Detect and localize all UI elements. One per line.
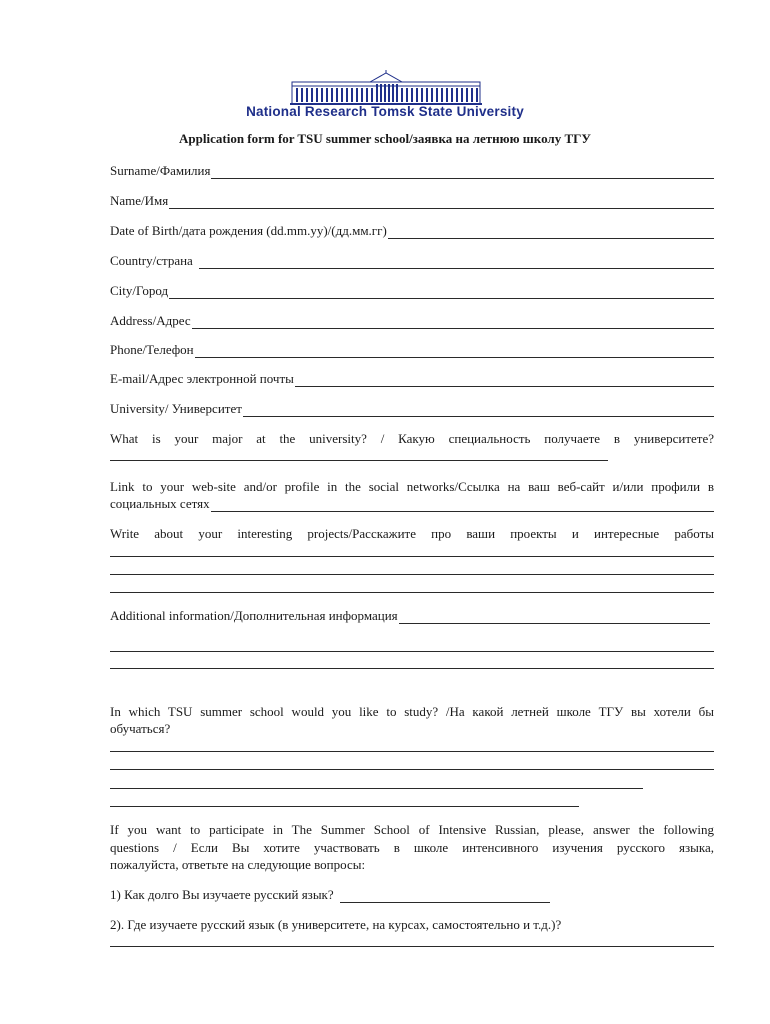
email-label: E-mail/Адрес электронной почты	[110, 371, 294, 386]
projects-input-line-1[interactable]	[110, 556, 714, 557]
projects-input-line-3[interactable]	[110, 592, 714, 593]
surname-input-line[interactable]	[211, 164, 714, 179]
university-building-logo	[290, 70, 482, 106]
city-label: City/Город	[110, 283, 169, 298]
phone-field[interactable]	[110, 341, 714, 358]
school-input-line-2[interactable]	[110, 769, 714, 770]
address-input-line[interactable]	[192, 314, 714, 329]
form-title: Application form for TSU summer school/заявка на летнюю школу ТГУ	[179, 131, 591, 146]
projects-input-line-2[interactable]	[110, 574, 714, 575]
additional-label: Additional information/Дополнительная информация	[110, 608, 398, 623]
dob-field[interactable]	[110, 222, 714, 239]
q2-input-line[interactable]	[110, 946, 714, 947]
school-question-line2: обучаться?	[110, 721, 171, 736]
additional-input-line[interactable]	[399, 609, 710, 624]
school-question-line1: In which TSU summer school would you like to study? /На какой летней школе ТГУ вы хотели бы	[110, 704, 714, 719]
university-field[interactable]	[110, 400, 714, 417]
link-question-line1: Link to your web-site and/or profile in the social networks/Ссылка на ваш веб-сайт и/или профили в	[110, 479, 714, 494]
link-question-line2: социальных сетях	[110, 496, 210, 511]
address-field[interactable]	[110, 312, 714, 329]
email-field[interactable]	[110, 370, 714, 387]
school-input-line-1[interactable]	[110, 751, 714, 752]
additional-input-line-2[interactable]	[110, 651, 714, 652]
name-input-line[interactable]	[169, 194, 714, 209]
university-label: University/ Университет	[110, 401, 242, 416]
country-label: Country/страна	[110, 253, 193, 268]
dob-label: Date of Birth/дата рождения (dd.mm.yy)/(дд.мм.гг)	[110, 223, 387, 238]
major-question: What is your major at the university? / Какую специальность получаете в университете?	[110, 431, 714, 446]
surname-label: Surname/Фамилия	[110, 163, 211, 178]
intensive-text-line1: If you want to participate in The Summer School of Intensive Russian, please, answer the following	[110, 822, 714, 837]
q2-label: 2). Где изучаете русский язык (в университете, на курсах, самостоятельно и т.д.)?	[110, 917, 562, 932]
phone-input-line[interactable]	[195, 343, 714, 358]
q1-label: 1) Как долго Вы изучаете русский язык?	[110, 887, 334, 902]
intensive-text-line2: questions / Если Вы хотите участвовать в школе интенсивного изучения русского языка,	[110, 840, 714, 855]
university-name: National Research Tomsk State University	[246, 104, 524, 119]
city-field[interactable]	[110, 282, 714, 299]
school-input-line-3[interactable]	[110, 788, 643, 789]
projects-question: Write about your interesting projects/Расскажите про ваши проекты и интересные работы	[110, 526, 714, 541]
city-input-line[interactable]	[169, 284, 714, 299]
dob-input-line[interactable]	[388, 224, 714, 239]
email-input-line[interactable]	[295, 372, 714, 387]
country-input-line[interactable]	[199, 254, 714, 269]
intensive-text-line3: пожалуйста, ответьте на следующие вопросы:	[110, 857, 366, 872]
university-input-line[interactable]	[243, 402, 714, 417]
surname-field[interactable]	[110, 162, 714, 179]
additional-input-line-3[interactable]	[110, 668, 714, 669]
name-field[interactable]	[110, 192, 714, 209]
link-input-line[interactable]	[211, 497, 714, 512]
phone-label: Phone/Телефон	[110, 342, 194, 357]
q1-input-line[interactable]	[340, 888, 550, 903]
address-label: Address/Адрес	[110, 313, 191, 328]
q1-field[interactable]	[110, 886, 550, 903]
country-field[interactable]	[110, 252, 714, 269]
name-label: Name/Имя	[110, 193, 169, 208]
link-field[interactable]	[110, 495, 714, 512]
additional-field[interactable]	[110, 607, 710, 624]
major-input-line[interactable]	[110, 460, 608, 461]
school-input-line-4[interactable]	[110, 806, 579, 807]
